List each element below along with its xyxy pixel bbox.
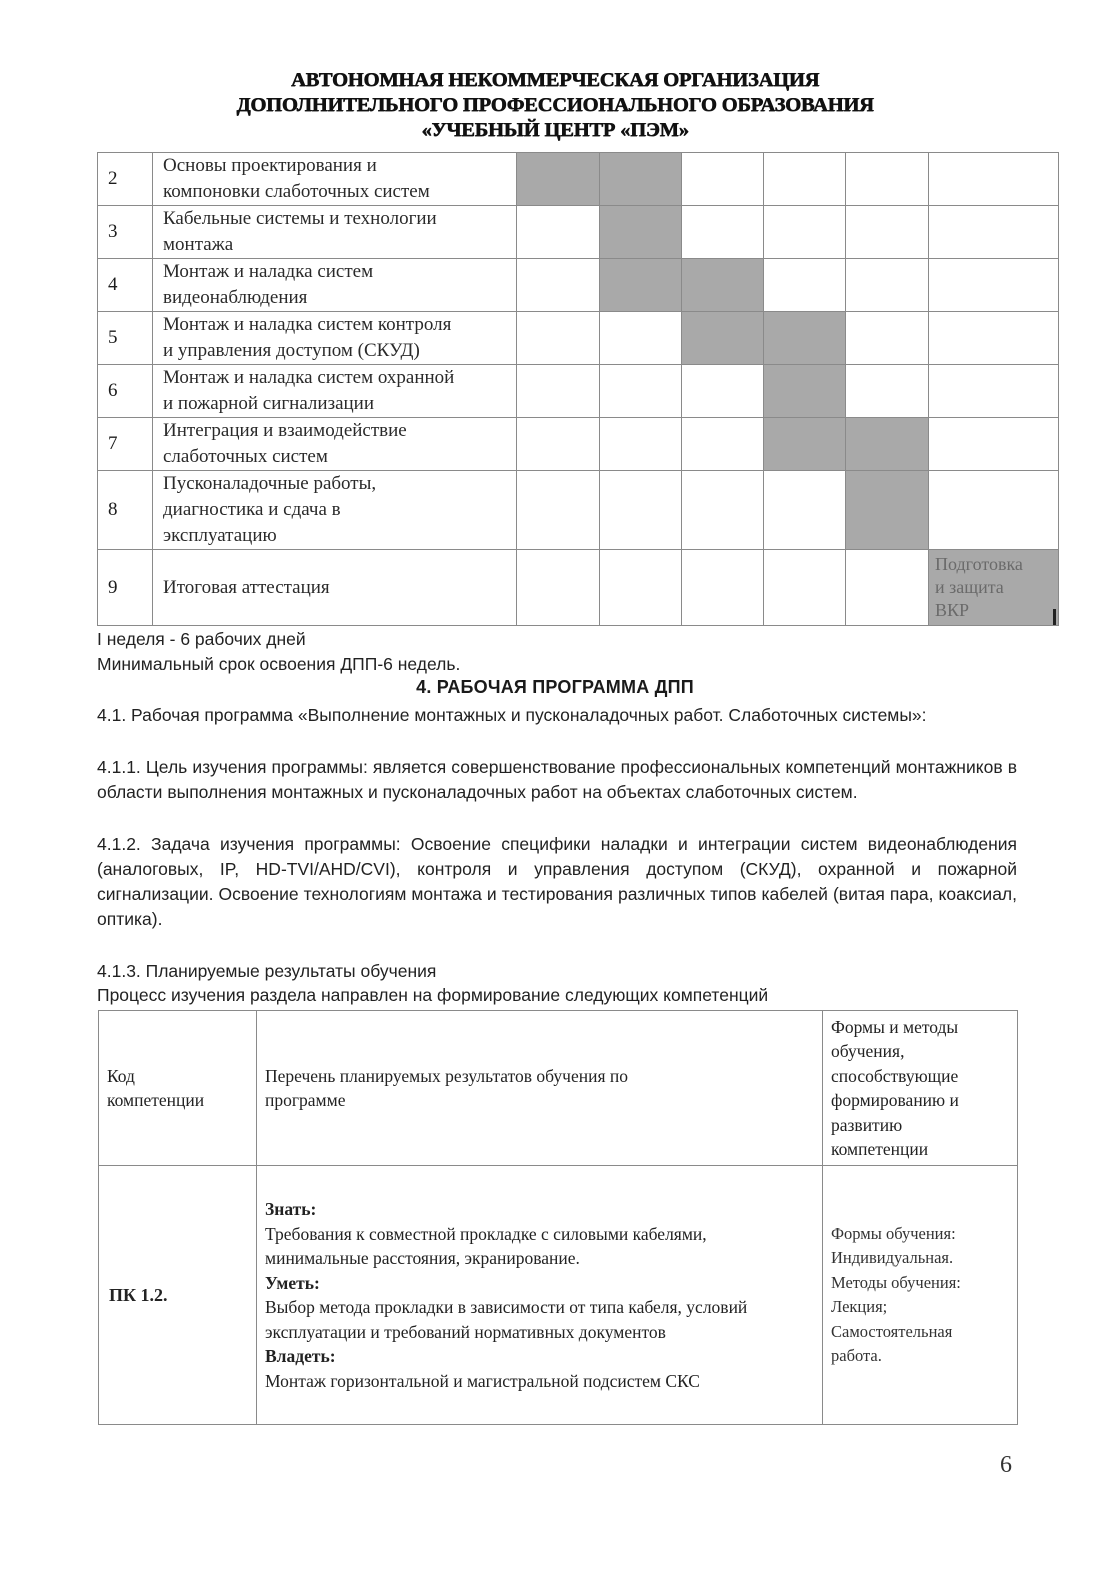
paragraph-4-1-3: 4.1.3. Планируемые результаты обучения — [97, 961, 437, 981]
min-term-note: Минимальный срок освоения ДПП-6 недель. — [97, 654, 461, 674]
week-cell-active — [682, 312, 764, 365]
week-cell-active — [846, 471, 929, 550]
module-name-line: и пожарной сигнализации — [163, 393, 375, 414]
schedule-table — [97, 152, 1059, 626]
schedule-row — [98, 550, 1059, 626]
header-results-line: Перечень планируемых результатов обучения по — [265, 1065, 628, 1086]
competency-header-row — [99, 1011, 1018, 1166]
forms-line: Методы обучения: — [831, 1272, 961, 1292]
week-cell-active — [764, 418, 846, 471]
week-cell — [846, 550, 929, 626]
module-name-line: и управления доступом (СКУД) — [163, 340, 420, 361]
final-text-line: и защита — [935, 577, 1004, 597]
week-cell — [764, 153, 846, 206]
week-cell — [764, 550, 846, 626]
week-cell — [846, 153, 929, 206]
row-number: 6 — [98, 365, 153, 418]
week-cell — [682, 206, 764, 259]
row-number: 7 — [98, 418, 153, 471]
week-cell — [929, 153, 1059, 206]
can-label: Уметь: — [265, 1272, 320, 1293]
week-cell — [517, 418, 600, 471]
week-cell — [846, 206, 929, 259]
organization-header — [0, 68, 1110, 143]
week-cell-active — [517, 153, 600, 206]
can-text: Выбор метода прокладки в зависимости от типа кабеля, условий эксплуатации и требований нормативных документов — [265, 1297, 748, 1342]
competency-code: ПК 1.2. — [99, 1166, 257, 1425]
week-cell-active — [600, 153, 682, 206]
header-code-line: Код — [107, 1065, 135, 1086]
header-forms-line: развитию — [831, 1114, 903, 1135]
week-cell — [517, 206, 600, 259]
module-name-line: диагностика и сдача в — [163, 499, 341, 520]
final-attestation-cell — [929, 550, 1059, 626]
module-name — [153, 550, 517, 626]
week-cell — [682, 418, 764, 471]
module-name-line: Кабельные системы и технологии — [163, 208, 437, 229]
week-cell — [517, 550, 600, 626]
week-cell — [600, 550, 682, 626]
module-name — [153, 153, 517, 206]
week-cell — [929, 365, 1059, 418]
module-name — [153, 471, 517, 550]
competency-table — [98, 1010, 1018, 1425]
week-cell-active — [600, 259, 682, 312]
module-name-line: Пусконаладочные работы, — [163, 473, 377, 494]
row-number: 4 — [98, 259, 153, 312]
competency-results — [257, 1166, 823, 1425]
row-number: 2 — [98, 153, 153, 206]
know-text: Требования к совместной прокладке с силовыми кабелями, минимальные расстояния, экранирование. — [265, 1223, 707, 1268]
week-cell — [682, 471, 764, 550]
week-cell — [764, 206, 846, 259]
scan-mark — [1053, 609, 1056, 625]
org-header-line-1: АВТОНОМНАЯ НЕКОММЕРЧЕСКАЯ ОРГАНИЗАЦИЯ — [290, 69, 820, 91]
week-cell-active — [846, 418, 929, 471]
week-cell — [682, 550, 764, 626]
schedule-row — [98, 153, 1059, 206]
module-name — [153, 365, 517, 418]
schedule-row — [98, 365, 1059, 418]
week-cell — [764, 471, 846, 550]
week-cell-active — [600, 206, 682, 259]
week-cell-active — [764, 365, 846, 418]
module-name-line: компоновки слаботочных систем — [163, 181, 430, 202]
header-results-line: программе — [265, 1090, 346, 1110]
week-cell — [517, 365, 600, 418]
week-cell — [682, 153, 764, 206]
own-label: Владеть: — [265, 1346, 336, 1366]
module-name — [153, 259, 517, 312]
module-name-line: слаботочных систем — [163, 446, 328, 467]
module-name-line: эксплуатацию — [163, 525, 277, 546]
module-name-line: видеонаблюдения — [163, 287, 308, 308]
row-number: 8 — [98, 471, 153, 550]
week-cell — [600, 418, 682, 471]
header-results — [257, 1011, 823, 1166]
header-forms-line: обучения, — [831, 1041, 905, 1061]
forms-line: работа. — [831, 1346, 882, 1365]
week-cell — [929, 259, 1059, 312]
header-forms-line: формированию и — [831, 1090, 959, 1110]
week-cell — [929, 418, 1059, 471]
week-cell — [600, 471, 682, 550]
week-cell-active — [764, 312, 846, 365]
week-cell — [517, 259, 600, 312]
section-title: 4. РАБОЧАЯ ПРОГРАММА ДПП — [416, 677, 694, 697]
week-cell — [846, 259, 929, 312]
schedule-row — [98, 471, 1059, 550]
final-text-line: ВКР — [935, 600, 970, 620]
module-name — [153, 312, 517, 365]
row-number: 5 — [98, 312, 153, 365]
forms-line: Формы обучения: — [831, 1223, 956, 1243]
week-cell — [846, 365, 929, 418]
module-name-line: Основы проектирования и — [163, 155, 377, 176]
module-name-line: Монтаж и наладка систем охранной — [163, 367, 455, 388]
module-name-line: Монтаж и наладка систем — [163, 261, 374, 282]
week-cell — [600, 312, 682, 365]
schedule-row — [98, 206, 1059, 259]
week-cell — [764, 259, 846, 312]
forms-line: Индивидуальная. — [831, 1248, 954, 1267]
schedule-row — [98, 259, 1059, 312]
paragraph-4-1: 4.1. Рабочая программа «Выполнение монтажных и пусконаладочных работ. Слаботочных системы»: — [97, 705, 927, 725]
competency-row — [99, 1166, 1018, 1425]
org-header-line-3: «УЧЕБНЫЙ ЦЕНТР «ПЭМ» — [421, 119, 689, 141]
competency-forms — [823, 1166, 1018, 1425]
header-code — [99, 1011, 257, 1166]
row-number: 9 — [98, 550, 153, 626]
header-forms-line: компетенции — [831, 1139, 929, 1159]
week-cell — [682, 365, 764, 418]
module-name-line: монтажа — [163, 234, 234, 255]
schedule-row — [98, 312, 1059, 365]
paragraph-4-1-1: 4.1.1. Цель изучения программы: является совершенствование профессиональных компетенций монтажников в области выполнения монтажных и пусконаладочных работ на объектах слаботочных систем. — [97, 757, 1017, 802]
header-code-line: компетенции — [107, 1090, 205, 1110]
own-text: Монтаж горизонтальной и магистральной подсистем СКС — [265, 1370, 700, 1391]
forms-line: Лекция; — [831, 1297, 888, 1316]
week-note: I неделя - 6 рабочих дней — [97, 629, 306, 649]
header-forms — [823, 1011, 1018, 1166]
schedule-row — [98, 418, 1059, 471]
page-number: 6 — [1000, 1452, 1012, 1478]
week-cell — [929, 471, 1059, 550]
forms-line: Самостоятельная — [831, 1321, 953, 1341]
week-cell-active — [682, 259, 764, 312]
org-header-line-2: ДОПОЛНИТЕЛЬНОГО ПРОФЕССИОНАЛЬНОГО ОБРАЗОВАНИЯ — [236, 94, 874, 116]
week-cell — [929, 312, 1059, 365]
module-name — [153, 418, 517, 471]
process-note: Процесс изучения раздела направлен на формирование следующих компетенций — [97, 985, 769, 1005]
final-text-line: Подготовка — [935, 554, 1023, 574]
header-forms-line: способствующие — [831, 1065, 959, 1086]
module-name-line: Интеграция и взаимодействие — [163, 420, 407, 441]
week-cell — [846, 312, 929, 365]
header-forms-line: Формы и методы — [831, 1016, 959, 1037]
week-cell — [600, 365, 682, 418]
week-cell — [517, 471, 600, 550]
know-label: Знать: — [265, 1199, 317, 1219]
module-name-line: Монтаж и наладка систем контроля — [163, 314, 452, 335]
week-cell — [929, 206, 1059, 259]
module-name-line: Итоговая аттестация — [163, 576, 330, 598]
module-name — [153, 206, 517, 259]
paragraph-4-1-2: 4.1.2. Задача изучения программы: Освоение специфики наладки и интеграции систем видеонаблюдения (аналоговых, IP, HD-TVI/AHD/CVI), контроля и управления доступом (СКУД), охранной и пожарной сигнализации. Освоение технологиям монтажа и тестирования различных типов кабелей (витая пара, коаксиал, оптика). — [97, 834, 1017, 929]
week-cell — [517, 312, 600, 365]
row-number: 3 — [98, 206, 153, 259]
